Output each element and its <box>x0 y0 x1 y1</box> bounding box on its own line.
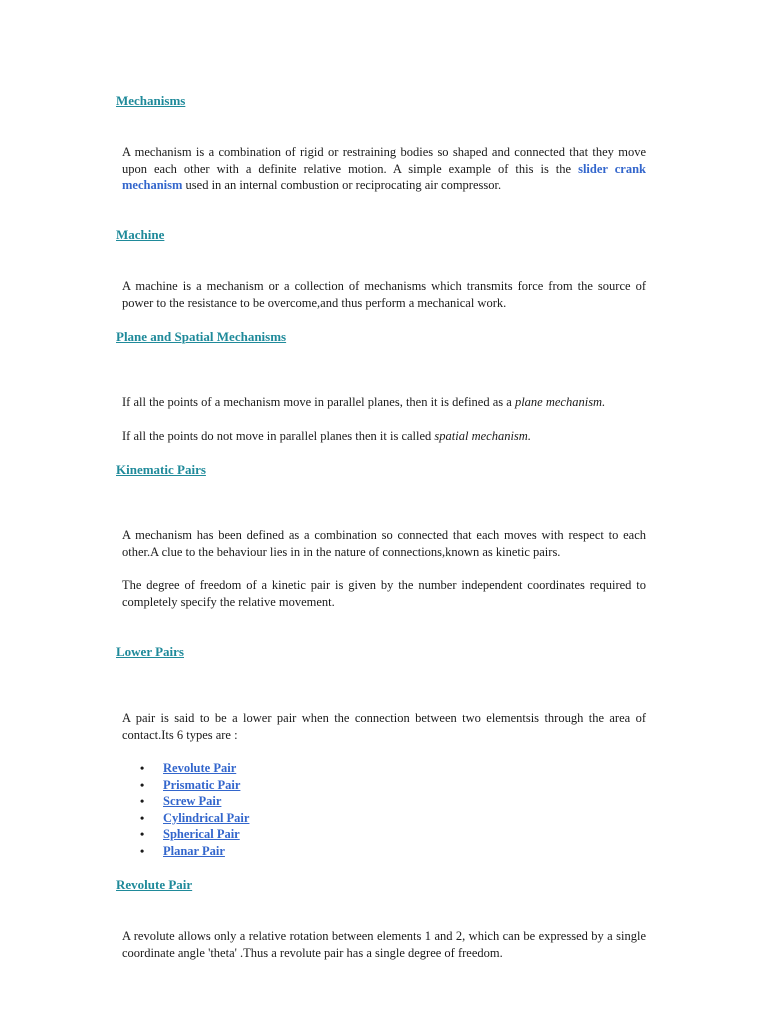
heading-revolute-pair[interactable]: Revolute Pair <box>116 877 193 892</box>
bullet-icon: • <box>140 827 145 842</box>
paragraph-kinematic-1: A mechanism has been defined as a combination so connected that each moves with respect to each other.A clue to the behaviour lies in in the nature of connections,known as kinetic pairs. <box>122 528 646 559</box>
paragraph-plane-spatial-1 <box>122 394 646 411</box>
spatial-mechanism-term: spatial mechanism. <box>434 429 531 443</box>
plane-mechanism-term: plane mechanism. <box>514 395 606 409</box>
paragraph-mechanisms <box>122 144 646 194</box>
heading-machine[interactable]: Machine <box>116 227 165 242</box>
bullet-icon: • <box>140 843 145 858</box>
slider-crank-mechanism-link[interactable]: slider crank mechanism <box>122 161 646 193</box>
paragraph-plane-spatial-2 <box>122 428 646 445</box>
paragraph-lower-pairs: A pair is said to be a lower pair when the connection between two elementsis through the area of contact.Its 6 types are : <box>122 711 646 742</box>
paragraph-revolute-pair: A revolute allows only a relative rotation between elements 1 and 2, which can be expressed by a single coordinate angle 'theta' .Thus a revolute pair has a single degree of freedom. <box>122 929 646 960</box>
plane-text: If all the points of a mechanism move in parallel planes, then it is defined as a <box>122 395 515 409</box>
cylindrical-pair-link[interactable]: Cylindrical Pair <box>163 810 250 825</box>
paragraph-kinematic-2: The degree of freedom of a kinetic pair is given by the number independent coordinates required to completely specify the relative movement. <box>122 578 646 609</box>
heading-mechanisms[interactable]: Mechanisms <box>116 93 186 108</box>
bullet-icon: • <box>140 777 145 792</box>
heading-plane-spatial-mechanisms[interactable]: Plane and Spatial Mechanisms <box>116 329 287 344</box>
mechanisms-text-start: A mechanism is a combination of rigid or restraining bodies so shaped and connected that they move upon each other with a definite relative motion. A simple example of this is the <box>122 145 646 176</box>
planar-pair-link[interactable]: Planar Pair <box>163 843 225 858</box>
heading-kinematic-pairs[interactable]: Kinematic Pairs <box>116 462 206 477</box>
bullet-icon: • <box>140 810 145 825</box>
bullet-icon: • <box>140 794 145 809</box>
prismatic-pair-link[interactable]: Prismatic Pair <box>163 777 241 792</box>
heading-lower-pairs[interactable]: Lower Pairs <box>116 644 184 659</box>
bullet-icon: • <box>140 761 145 775</box>
mechanisms-text-end: used in an internal combustion or reciprocating air compressor. <box>182 178 502 193</box>
paragraph-machine: A machine is a mechanism or a collection of mechanisms which transmits force from the source of power to the resistance to be overcome,and thus perform a mechanical work. <box>122 279 646 310</box>
spatial-text: If all the points do not move in parallel planes then it is called <box>122 429 435 443</box>
spherical-pair-link[interactable]: Spherical Pair <box>163 827 240 842</box>
screw-pair-link[interactable]: Screw Pair <box>163 794 222 809</box>
revolute-pair-link[interactable]: Revolute Pair <box>163 761 237 775</box>
